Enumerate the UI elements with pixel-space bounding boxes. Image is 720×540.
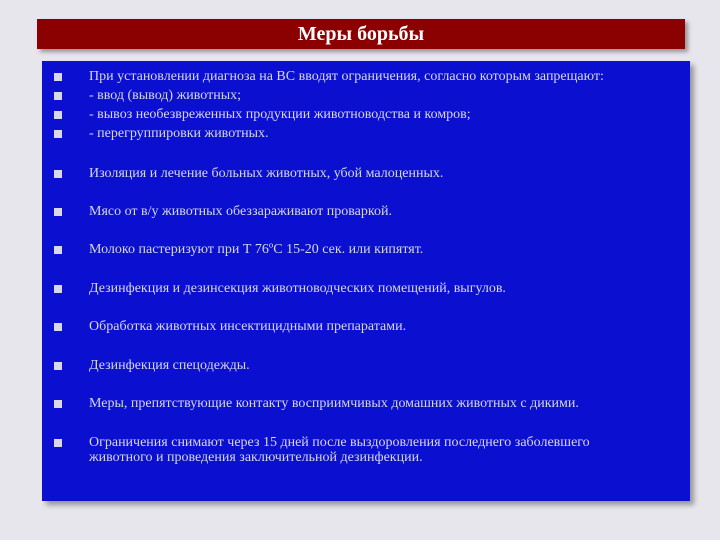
square-bullet-icon	[54, 130, 62, 138]
square-bullet-icon	[54, 111, 62, 119]
content-panel: При установлении диагноза на ВС вводят ограничения, согласно которым запрещают: - ввод (вывод) животных; - вывоз необезвреженных продукции животноводства и комров; - перегруппировки животных. Изоляция и лечение больных животных, убой малоценных. Мясо от в/у животных обеззараживают проваркой. Молоко пастеризуют при Т 76ºС 15-20 сек. или кипятят. Дезинфекция и дезинсекция животноводческих помещений, выгулов. Обработка животных инсектицидными препаратами. Дезинфекция спецодежды. Меры, препятствующие контакту восприимчивых домашних животных с дикими. Ограничения снимают через 15 дней после выздоровления последнего заболевшего животного и проведения заключительной дезинфекции.	[42, 61, 690, 501]
square-bullet-icon	[54, 400, 62, 408]
square-bullet-icon	[54, 439, 62, 447]
square-bullet-icon	[54, 92, 62, 100]
square-bullet-icon	[54, 73, 62, 81]
slide-title: Меры борьбы	[37, 19, 685, 49]
square-bullet-icon	[54, 170, 62, 178]
square-bullet-icon	[54, 362, 62, 370]
square-bullet-icon	[54, 285, 62, 293]
square-bullet-icon	[54, 323, 62, 331]
square-bullet-icon	[54, 246, 62, 254]
square-bullet-icon	[54, 208, 62, 216]
